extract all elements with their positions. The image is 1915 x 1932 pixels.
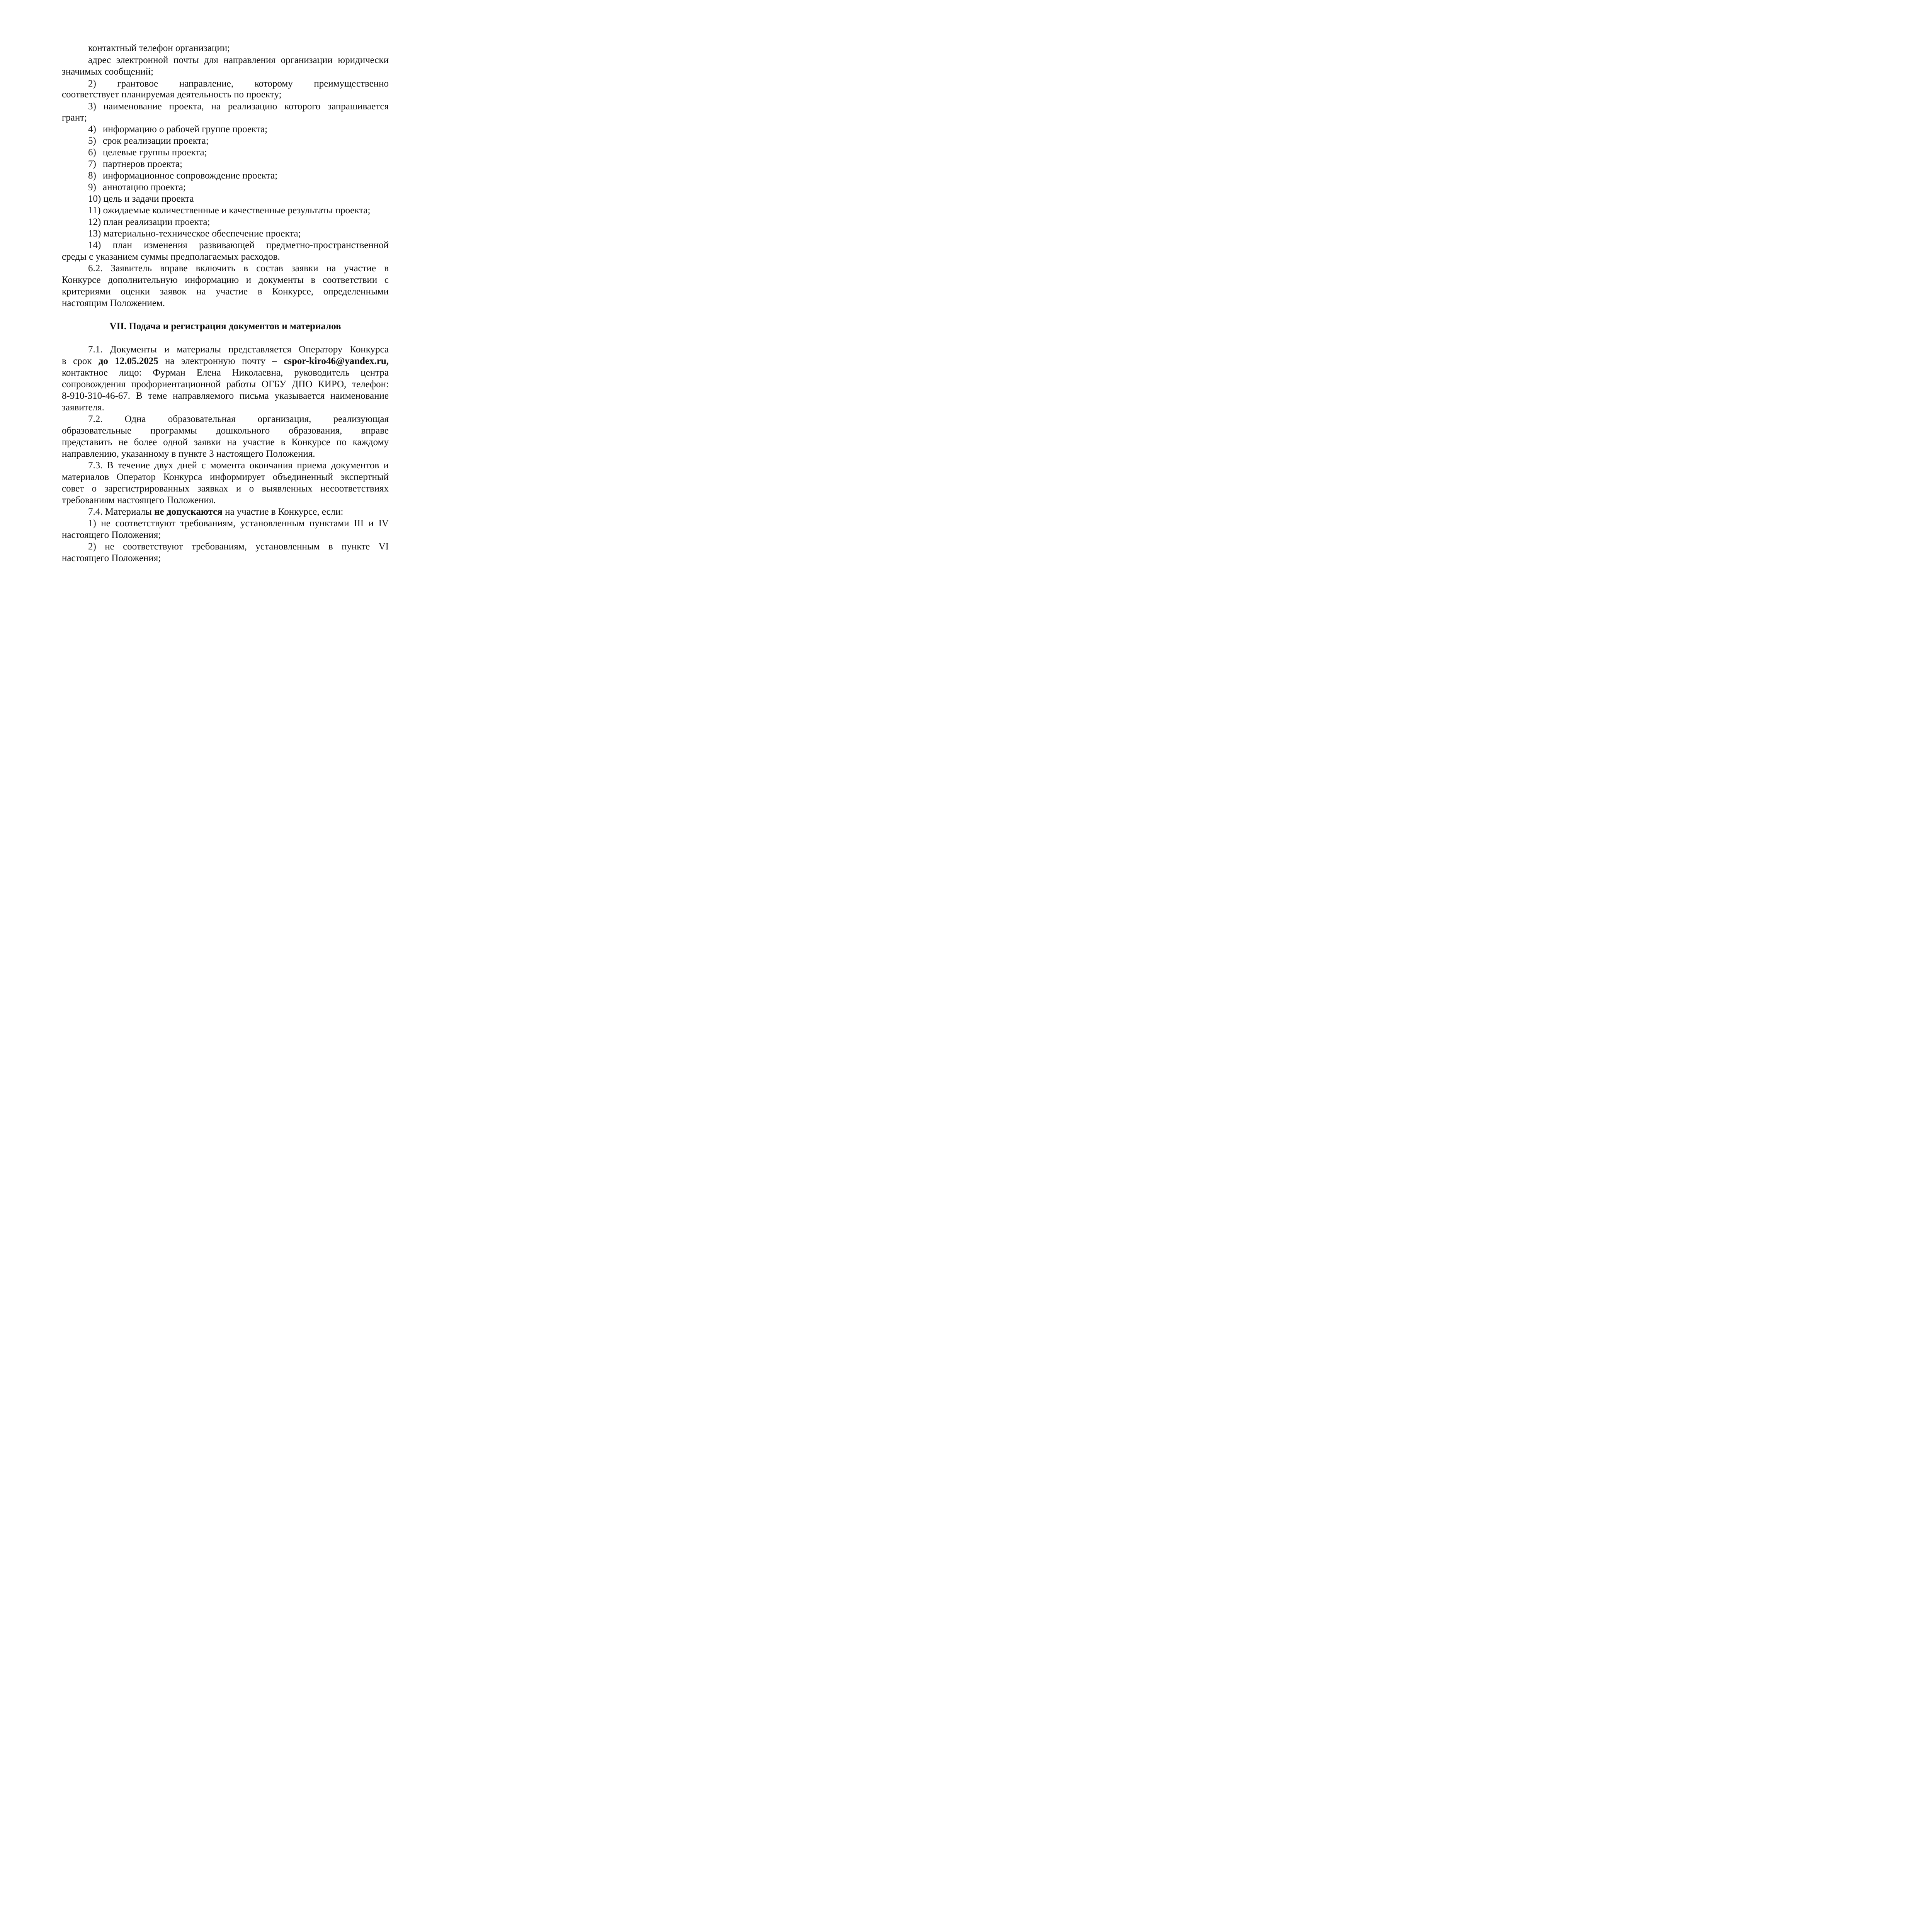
text-line: контактный телефон организации; [88, 43, 230, 53]
paragraph-line: 7.3. В течение двух дней с момента окончания приема документов и [88, 460, 389, 471]
list-number: 3) [88, 101, 104, 112]
list-number: 8) [88, 170, 96, 181]
paragraph-line: контактное лицо: Фурман Елена Николаевна, руководитель центра [62, 367, 389, 378]
paragraph-line: требованиям настоящего Положения. [62, 495, 216, 505]
paragraph-line: сопровождения профориентационной работы ОГБУ ДПО КИРО, телефон: [62, 379, 389, 389]
list-text: целевые группы проекта; [103, 147, 207, 158]
deadline-date: до 12.05.2025 [98, 356, 158, 366]
list-item [88, 101, 389, 112]
list-text: грантовое направление, которому преимущественно [117, 78, 389, 89]
list-number: 2) [88, 78, 117, 89]
paragraph-line: Конкурсе дополнительную информацию и документы в соответствии с [62, 275, 389, 285]
list-number: 7) [88, 159, 96, 169]
text-line: соответствует планируемая деятельность по проекту; [62, 89, 282, 100]
paragraph-line: совет о зарегистрированных заявках и о выявленных несоответствиях [62, 483, 389, 494]
document-page [0, 0, 428, 607]
text-span: на электронную почту – [158, 356, 284, 366]
paragraph-line: 7.2. Одна образовательная организация, реализующая [88, 414, 389, 424]
list-text: наименование проекта, на реализацию которого запрашивается [103, 101, 389, 112]
paragraph-line: направлению, указанному в пункте 3 настоящего Положения. [62, 449, 315, 459]
paragraph-line: 7.1. Документы и материалы представляется Оператору Конкурса [88, 344, 389, 355]
list-number: 9) [88, 182, 96, 192]
list-text: срок реализации проекта; [103, 136, 209, 146]
paragraph-line: настоящим Положением. [62, 298, 165, 308]
list-item [88, 135, 389, 147]
list-item [88, 182, 389, 193]
list-number: 5) [88, 136, 96, 146]
list-item: 12) план реализации проекта; [88, 217, 210, 227]
list-item [88, 124, 389, 135]
paragraph-line [88, 506, 389, 518]
contact-email: cspor-kiro46@yandex.ru, [284, 356, 389, 366]
list-item: 14) план изменения развивающей предметно-пространственной [88, 240, 389, 250]
list-item: 2) не соответствуют требованиям, установленным в пункте VI [88, 541, 389, 552]
list-item: 1) не соответствуют требованиям, установленным пунктами III и IV [88, 518, 389, 529]
list-item [88, 170, 389, 182]
text-span: в срок [62, 356, 99, 366]
paragraph-line: 6.2. Заявитель вправе включить в состав заявки на участие в [88, 263, 389, 274]
text-line: значимых сообщений; [62, 66, 153, 77]
list-item [88, 147, 389, 158]
list-number: 6) [88, 147, 96, 158]
paragraph-line: образовательные программы дошкольного образования, вправе [62, 425, 389, 436]
list-item [88, 158, 389, 170]
list-item [88, 78, 389, 90]
list-text: информацию о рабочей группе проекта; [103, 124, 268, 134]
paragraph-line: материалов Оператор Конкурса информирует объединенный экспертный [62, 472, 389, 482]
list-item: 13) материально-техническое обеспечение проекта; [88, 228, 301, 239]
section-title: VII. Подача и регистрация документов и материалов [109, 321, 341, 332]
text-line: среды с указанием суммы предполагаемых расходов. [62, 252, 280, 262]
list-text: аннотацию проекта; [103, 182, 186, 192]
text-span: на участие в Конкурсе, если: [222, 507, 344, 517]
list-text: информационное сопровождение проекта; [103, 170, 278, 181]
list-item: 11) ожидаемые количественные и качественные результаты проекта; [88, 205, 371, 216]
paragraph-line [62, 355, 389, 367]
text-span: 7.4. Материалы [88, 507, 155, 517]
text-line: грант; [62, 112, 87, 123]
paragraph-line: заявителя. [62, 402, 104, 413]
paragraph-line: представить не более одной заявки на участие в Конкурсе по каждому [62, 437, 389, 447]
list-item: 10) цель и задачи проекта [88, 194, 194, 204]
paragraph-line: критериями оценки заявок на участие в Конкурсе, определенными [62, 286, 389, 297]
paragraph-line: 8-910-310-46-67. В теме направляемого письма указывается наименование [62, 391, 389, 401]
text-line: настоящего Положения; [62, 553, 161, 563]
list-number: 4) [88, 124, 96, 134]
list-text: партнеров проекта; [103, 159, 182, 169]
text-line: настоящего Положения; [62, 530, 161, 540]
emphasis: не допускаются [154, 507, 223, 517]
text-line: адрес электронной почты для направления организации юридически [88, 55, 389, 65]
